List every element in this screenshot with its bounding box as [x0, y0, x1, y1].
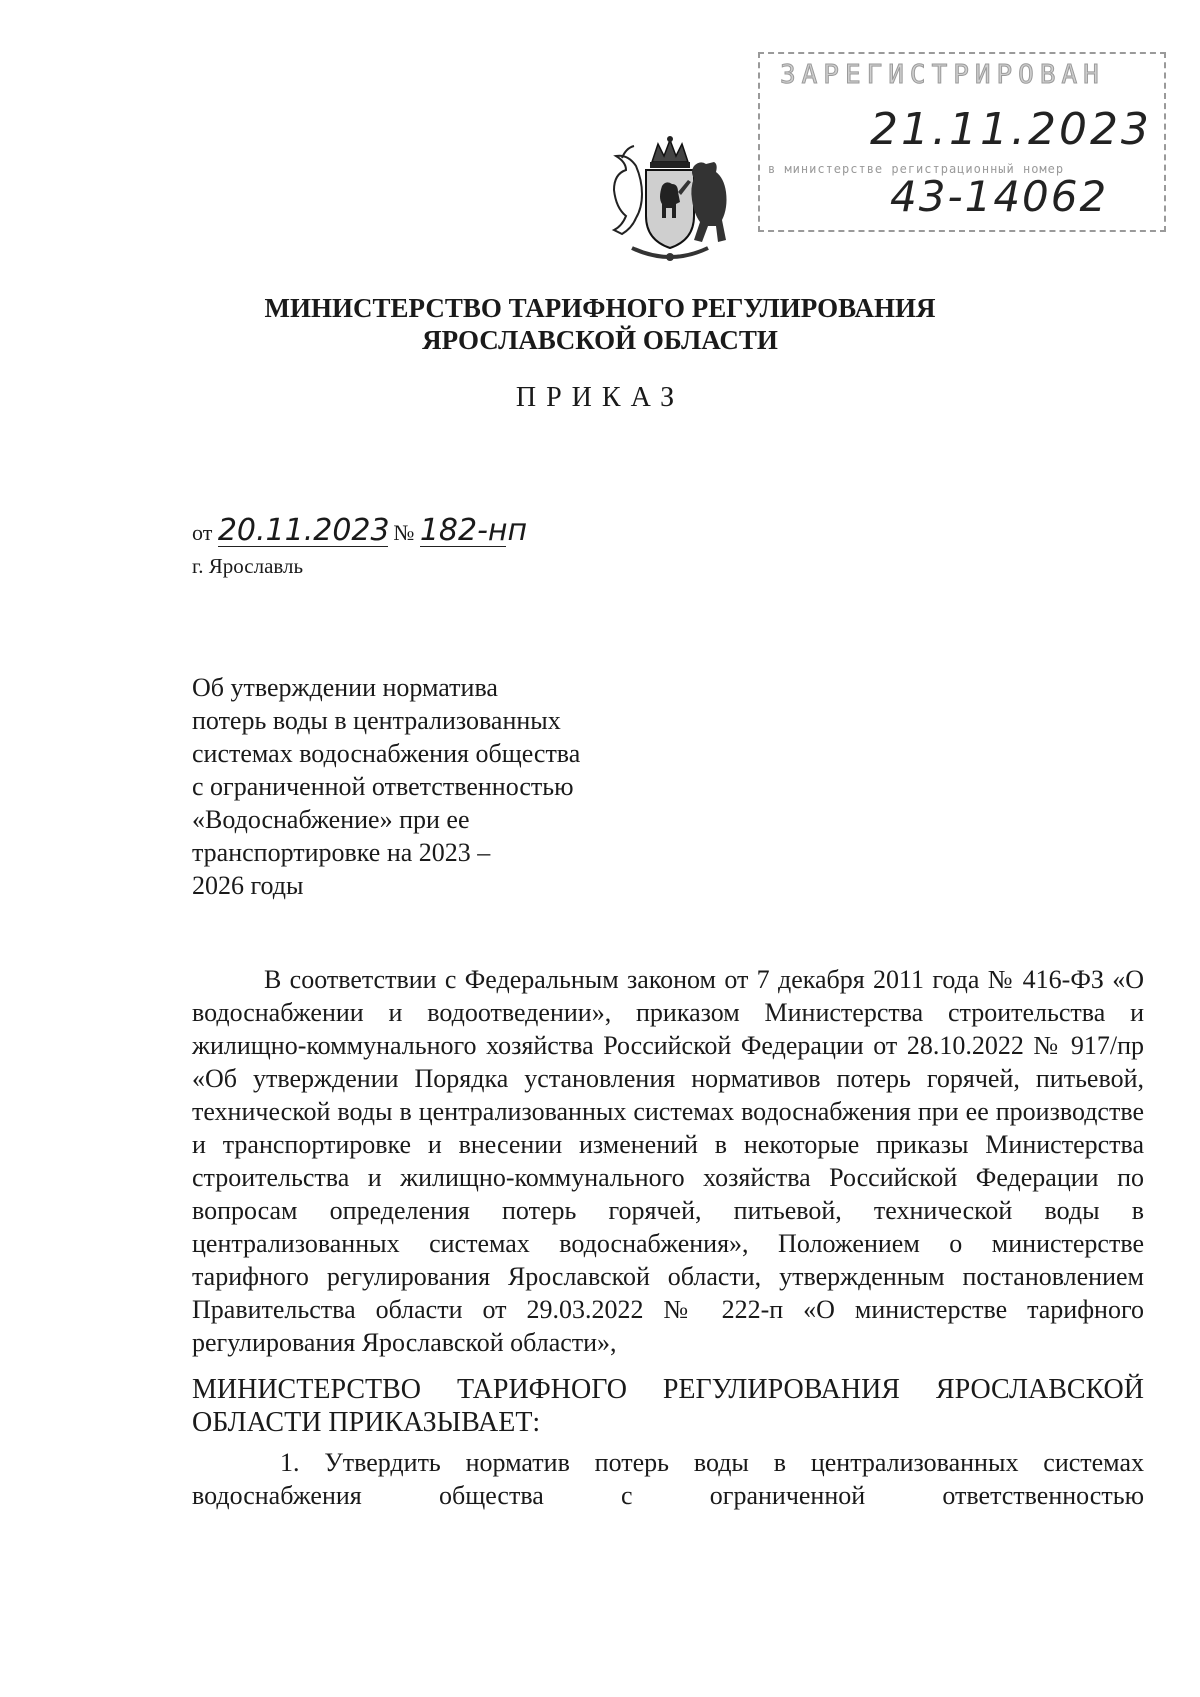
decree-line: МИНИСТЕРСТВО ТАРИФНОГО РЕГУЛИРОВАНИЯ ЯРОСЛАВСКОЙ	[192, 1374, 1144, 1405]
subject-line: Об утверждении норматива	[192, 673, 498, 702]
yaroslavl-coat-of-arms-icon	[602, 136, 738, 266]
stamp-caption: в министерстве регистрационный номер	[768, 162, 1065, 176]
subject-line: потерь воды в централизованных	[192, 706, 561, 735]
stamp-registration-number: 43-14062	[890, 172, 1109, 221]
document-city: г. Ярославль	[192, 554, 304, 578]
preamble-paragraph: В соответствии с Федеральным законом от 7 декабря 2011 года № 416-ФЗ «О водоснабжении и водоотведении», приказом Министерства строительства и жилищно-коммунального хозяйства Российской Федерации от 28.10.2022 № 917/пр «Об утверждении Порядка установления нормативов потерь горячей, питьевой, технической воды в централизованных системах водоснабжения при ее производстве и транспортировке и внесении изменений в некоторые приказы Министерства строительства и жилищно-коммунального хозяйства Российской Федерации по вопросам определения потерь горячей, питьевой, технической воды в централизованных системах водоснабжения», Положением о министерстве тарифного регулирования Ярославской области, утвержденным постановлением Правительства области от 29.03.2022 № 222-п «О министерстве тарифного регулирования Ярославской области»,	[192, 965, 1144, 1357]
document-subject	[192, 671, 632, 902]
subject-line: «Водоснабжение» при ее	[192, 805, 470, 834]
subject-line: 2026 годы	[192, 871, 304, 900]
subject-line: системах водоснабжения общества	[192, 739, 581, 768]
registration-stamp	[758, 52, 1166, 232]
document-date-number-line	[192, 513, 528, 548]
decree-line: ОБЛАСТИ ПРИКАЗЫВАЕТ:	[192, 1407, 541, 1438]
subject-line: транспортировке на 2023 –	[192, 838, 491, 867]
document-number: 182-нп	[419, 513, 528, 548]
number-prefix: №	[393, 520, 415, 545]
decree-statement	[192, 1373, 1144, 1439]
ministry-name-line1: МИНИСТЕРСТВО ТАРИФНОГО РЕГУЛИРОВАНИЯ	[264, 293, 936, 323]
ministry-name-line2: ЯРОСЛАВСКОЙ ОБЛАСТИ	[422, 325, 778, 355]
stamp-title: ЗАРЕГИСТРИРОВАН	[780, 60, 1105, 90]
date-prefix: от	[192, 520, 213, 545]
clause-1-paragraph: 1. Утвердить норматив потерь воды в централизованных системах водоснабжения общества с ограниченной ответственностью	[192, 1448, 1144, 1510]
document-type-title: ПРИКАЗ	[515, 382, 685, 413]
document-date: 20.11.2023	[217, 513, 390, 548]
stamp-registration-date: 21.11.2023	[870, 104, 1152, 155]
subject-line: с ограниченной ответственностью	[192, 772, 574, 801]
